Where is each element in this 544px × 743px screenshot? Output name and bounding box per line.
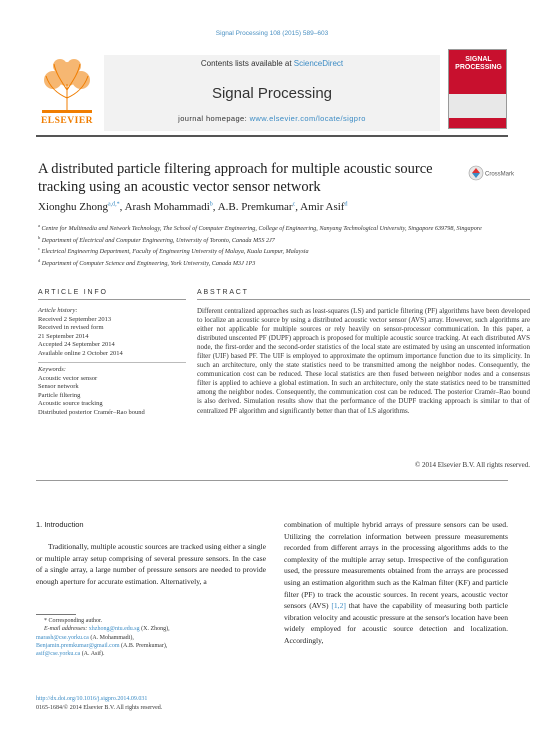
intro-right-column [284,519,508,647]
history-item: Received in revised form [38,324,104,331]
issn-line: 0165-1684/© 2014 Elsevier B.V. All rights reserved. [36,704,163,711]
email-line: E-mail addresses: xhzhong@ntu.edu.sg (X. Zhong), [44,626,170,633]
cover-title: SIGNAL PROCESSING [455,56,502,71]
intro-right-text-b: that have the capability of measuring both particle vibration velocity and acoustic pressure at the sensor's location have been widely employed for acoustic source detection and localization. Accordingly, [284,601,508,645]
abstract-rule [197,299,530,300]
keyword: Acoustic source tracking [38,400,103,407]
paper-title: A distributed particle filtering approach for multiple acoustic source tracking using an acoustic vector sensor network [38,161,433,195]
email-line: marash@cse.yorku.ca (A. Mohammadi), [36,634,134,641]
email-line: Benjamin.premkumar@gmail.com (A.B. Premkumar), [36,642,168,649]
abstract-heading: ABSTRACT [197,289,249,296]
journal-cover-image [448,49,507,129]
affiliation: $^a$ Centre for Multimedia and Network Technology, The School of Computer Engineering, College of Engineering, Nanyang Technological University, Singapore 639798, Singapore [38,223,482,233]
author-list: Xionghu Zhong$^{a,d,*}$, Arash Mohammadi$^b$, A.B. Premkumar$^c$, Amir Asif$^d$ [38,201,348,213]
elsevier-wordmark: ELSEVIER [40,116,94,126]
info-divider [38,362,186,363]
introduction-heading: 1. Introduction [36,520,84,529]
affiliation: $^c$ Electrical Engineering Department, Faculty of Engineering University of Malaya, Kuala Lumpur, Malaysia [38,246,309,256]
affiliation: $^d$ Department of Computer Science and Engineering, York University, Canada M3J 1P3 [38,257,256,268]
author[interactable]: Xionghu Zhong$^{a,d,*}$ [38,201,120,213]
footnote-rule [36,614,76,615]
history-item: Received 2 September 2013 [38,315,112,323]
journal-name: Signal Processing [211,85,333,102]
article-info-rule [38,299,186,300]
history-item: 21 September 2014 [38,332,89,340]
author[interactable]: Arash Mohammadi$^b$ [124,201,213,213]
history-label: Article history: [38,307,78,314]
author[interactable]: Amir Asif$^d$ [300,201,348,213]
crossmark-label: CrossMark [485,171,515,178]
keyword: Distributed posterior Cramér–Rao bound [38,408,145,416]
doi-link[interactable]: http://dx.doi.org/10.1016/j.sigpro.2014.09.031 [36,696,148,702]
corresponding-author-note: * Corresponding author. [44,618,103,624]
abstract-text: Different centralized approaches such as least-squares (LS) and particle filtering (PF) algorithms have been developed to localize an acoustic source by using a distributed acoustic vector sensor (AVS) array. However, such algorithms are either not applicable for multiple sources or rely heavily on sensor-processor communication. In this paper, a distributed unscented PF (DUPF) approach is proposed for multiple acoustic source tracking. At each distributed AVS node, the first-order and the second-order statistics of the local state are estimated by using an unscented information filter (UIF) based PF. The UIF is employed to approximate the optimum importance function due to its simplicity. In such an architecture, only the state statistics need to be transmitted among the neighbor nodes. Consequently, the communication cost can be reduced. These local statistics are then fused between neighbor nodes and a consensus filter is applied to achieve a global estimation. In such an architecture, only the state statistics need to be transmitted among the neighbor nodes. Consequently, the communication cost can be reduced. The posterior Cramér–Rao bound is also derived. Simulation results show that the performance of the DUPF tracking approach is similar to that of centralized PF algorithm and significantly better than that of LS algorithms. [197,307,530,415]
email-link[interactable]: Benjamin.premkumar@gmail.com [36,642,120,649]
intro-right-text-a: combination of multiple hybrid arrays of pressure sensors can be used. Utilizing the correlation information between pressure measurements recorded from different arrays in the processing algorithms adds to the complexity of the multiple array setup. Irrespective of the configuration used, the pressure measurements obtained from the arrays are processed using an estimation algorithm such as the Kalman filter (KF) and particle filter (PF) to track the acoustic sources. In recent years, acoustic vector sensors (AVS) [284,520,508,611]
keywords-label: Keywords: [38,366,66,373]
intro-left-column: Traditionally, multiple acoustic sources are tracked using either a single or multiple array setup comprising of several pressure sensors. In the case of a single array, a large number of pressure sensors are needed to provide enough aperture for accurate estimation. Alternatively, a [36,542,266,586]
journal-reference[interactable]: Signal Processing 108 (2015) 589–603 [215,30,329,37]
keyword: Particle filtering [38,391,81,399]
email-link[interactable]: asif@cse.yorku.ca [36,651,81,658]
homepage-prefix: journal homepage: [178,114,250,123]
history-item: Available online 2 October 2014 [38,349,123,357]
abstract-bottom-rule [36,480,508,481]
affiliation-list [38,222,508,269]
keyword: Sensor network [38,383,79,390]
header-rule [36,135,508,137]
homepage-line [104,114,440,123]
article-info-heading: ARTICLE INFO [38,289,108,296]
sciencedirect-link[interactable]: ScienceDirect [293,59,344,68]
abstract-copyright: © 2014 Elsevier B.V. All rights reserved. [414,461,530,469]
citation-link[interactable]: [1,2] [331,601,346,611]
footnotes [36,617,266,658]
keyword: Acoustic vector sensor [38,374,98,382]
author[interactable]: A.B. Premkumar$^c$ [217,201,296,213]
email-line: asif@cse.yorku.ca (A. Asif). [36,651,105,658]
doi-block [36,695,266,712]
crossmark-icon[interactable] [468,163,515,183]
cover-band [449,94,506,118]
contents-prefix: Contents lists available at [200,59,294,68]
homepage-link[interactable]: www.elsevier.com/locate/sigpro [249,114,366,123]
contents-line [104,59,440,68]
email-link[interactable]: xhzhong@ntu.edu.sg [88,626,140,633]
email-link[interactable]: marash@cse.yorku.ca [36,634,89,641]
history-item: Accepted 24 September 2014 [38,341,115,348]
article-history [38,307,188,417]
affiliation: $^b$ Department of Electrical and Computer Engineering, University of Toronto, Canada M5S 2J7 [38,234,275,244]
